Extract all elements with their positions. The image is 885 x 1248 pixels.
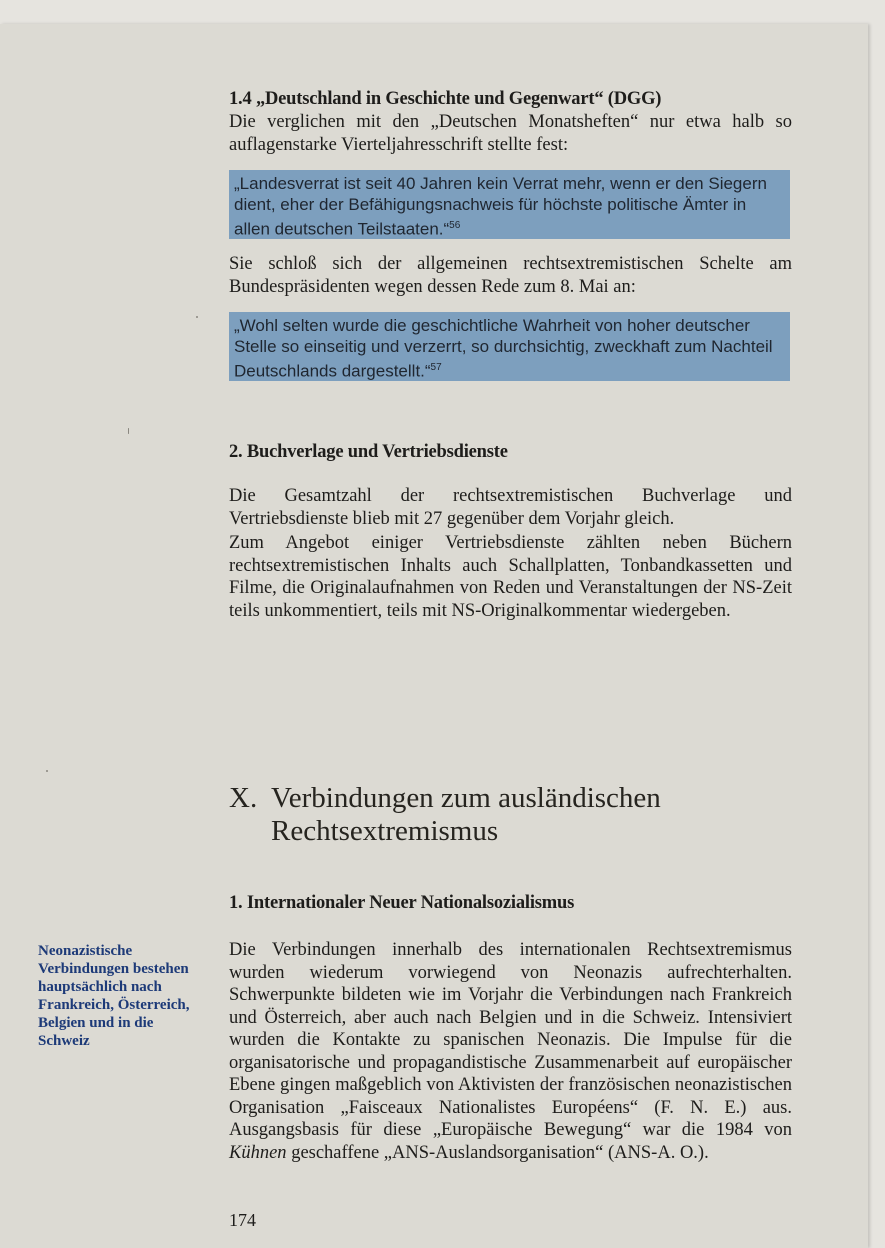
paragraph-dgg-intro: Die verglichen mit den „Deutschen Monatsheften“ nur etwa halb so auflagenstarke Vierteljahresschrift stellte fest: [229,112,792,155]
chapter-title [229,782,789,848]
person-name: Kühnen [229,1142,287,1163]
scan-speck [196,316,198,318]
section-heading-buchverlage: 2. Buchverlage und Vertriebsdienste [229,442,508,462]
footnote-ref: 56 [449,220,461,231]
quote-box-wahrheit [229,312,790,381]
paragraph-text-b: geschaffene „ANS-Auslandsorganisation“ (ANS-A. O.). [286,1142,709,1163]
margin-note: Neonazistische Verbindungen bestehen hauptsächlich nach Frankreich, Österreich, Belgien und in die Schweiz [38,943,190,1049]
chapter-title-line-2: Rechtsextremismus [271,815,499,847]
section-heading-neonazismus: 1. Internationaler Neuer Nationalsozialismus [229,893,575,913]
paragraph-buchverlage-1: Die Gesamtzahl der rechtsextremistischen Buchverlage und Vertriebsdienste blieb mit 27 gegenüber dem Vorjahr gleich. [229,486,792,529]
paragraph-buchverlage-2: Zum Angebot einiger Vertriebsdienste zählten neben Büchern rechtsextremistischen Inhalts auch Schallplatten, Tonbandkassetten und Filme, die Originalaufnahmen von Reden und Veranstaltungen der NS-Zeit teils unkommentiert, teils mit NS-Originalkommentar wiedergeben. [229,533,792,621]
scan-speck [128,428,129,434]
chapter-number: X. [229,782,258,814]
chapter-title-line-1: Verbindungen zum ausländischen [271,782,661,814]
quote-box-landesverrat [229,170,790,239]
paragraph-dgg-middle: Sie schloß sich der allgemeinen rechtsextremistischen Schelte am Bundespräsidenten wegen dessen Rede zum 8. Mai an: [229,254,792,297]
paragraph-neonazismus [229,939,792,1164]
page-number: 174 [229,1210,256,1230]
scan-speck [46,770,48,772]
paragraph-text-a: Die Verbindungen innerhalb des internationalen Rechtsextremismus wurden wiederum vorwiegend von Neonazis aufrechterhalten. Schwerpunkte bildeten wie im Vorjahr die Verbindungen nach Frankreich und Österreich, aber auch nach Belgien und in die Schweiz. Intensiviert wurden die Kontakte zu spanischen Neonazis. Die Impulse für die organisatorische und propagandistische Zusammenarbeit auf europäischer Ebene gingen maßgeblich von Aktivisten der französischen neonazistischen Organisation „Faisceaux Nationalistes Européens“ (F. N. E.) aus. Ausgangsbasis für diese „Europäische Bewegung“ war die 1984 von [229,940,792,1140]
section-heading-dgg: 1.4 „Deutschland in Geschichte und Gegenwart“ (DGG) [229,89,662,109]
footnote-ref: 57 [430,362,442,373]
quote-text: „Landesverrat ist seit 40 Jahren kein Verrat mehr, wenn er den Siegern dient, eher der Befähigungsnachweis für höchste politische Ämter in allen deutschen Teilstaaten.“ [234,174,767,239]
quote-text: „Wohl selten wurde die geschichtliche Wahrheit von hoher deutscher Stelle so einseitig und verzerrt, so durchsichtig, zweckhaft zum Nachteil Deutschlands dargestellt.“ [234,316,773,381]
